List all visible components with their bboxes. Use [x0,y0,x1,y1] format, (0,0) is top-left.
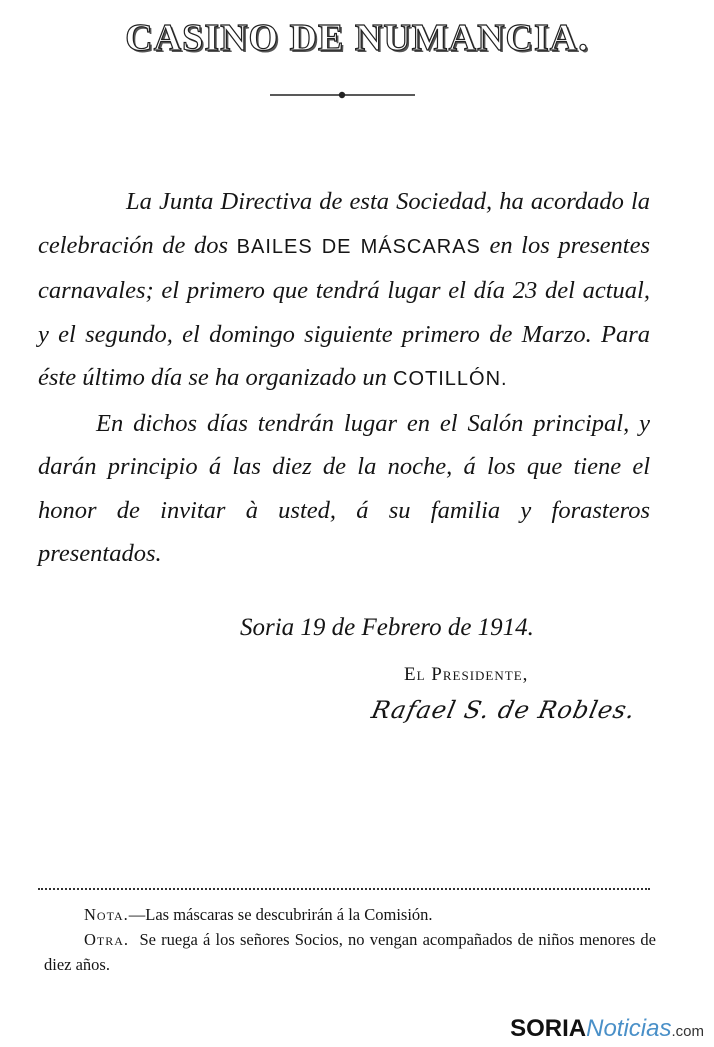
watermark-logo: SORIANoticias.com [510,1015,704,1042]
paragraph-1: La Junta Directiva de esta Sociedad, ha acordado la celebración de dos BAILES DE MÁSCARAS en los presentes carnavales; el primero que tendrá lugar el día 23 del actual, y el segundo, el domingo siguiente primero de Marzo. Para éste último día se ha organizado un COTILLÓN. [38,188,651,391]
page-title: CASINO DE NUMANCIA. [125,17,589,59]
invitation-body [38,180,650,576]
president-title: El Presidente, [404,664,529,685]
ornament-divider [270,90,415,100]
notes [44,902,656,977]
date-line: Soria 19 de Febrero de 1914. [240,614,534,641]
signature: Rafael S. de Robles. [369,696,639,724]
event-name: BAILES DE MÁSCARAS [236,235,481,258]
dotted-rule [38,888,650,890]
paragraph-2: En dichos días tendrán lugar en el Salón principal, y darán principio á las diez de la noche, á los que tiene el honor de invitar à usted, á su familia y forasteros presentados. [38,409,650,567]
cotillon: COTILLÓN. [393,368,508,390]
note-1: Nota.—Las máscaras se descubrirán á la Comisión. [84,905,433,924]
note-2: Otra. Se ruega á los señores Socios, no vengan acompañados de niños menores de diez años. [44,930,656,974]
